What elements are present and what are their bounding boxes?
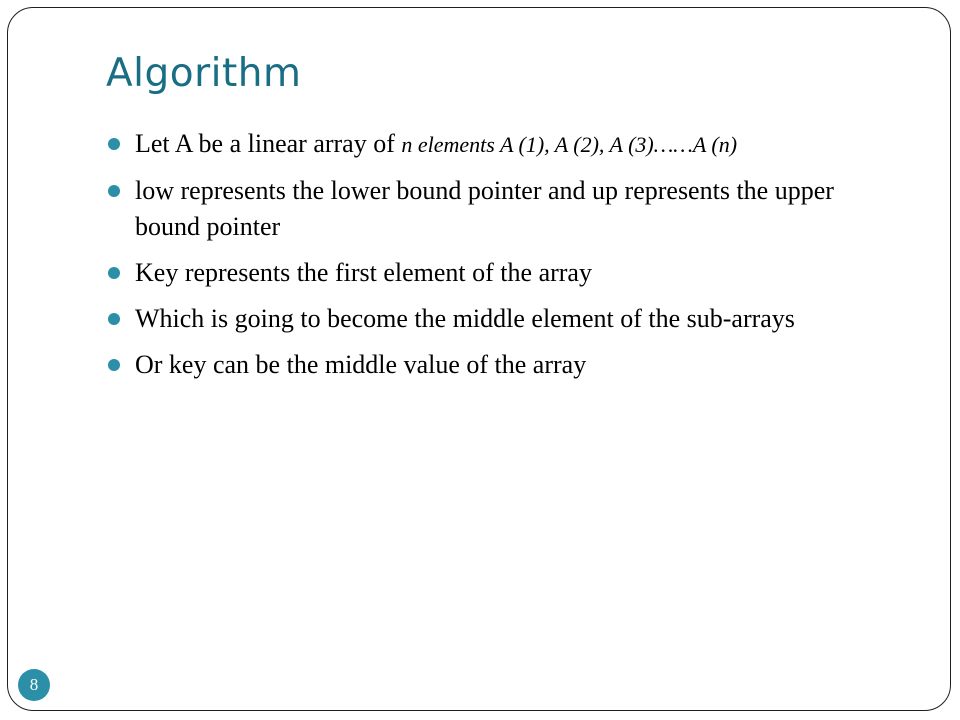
bullet-text: Which is going to become the middle element of the sub-arrays (135, 304, 795, 333)
page-number-badge: 8 (18, 669, 50, 701)
bullet-dot-icon (108, 313, 120, 325)
bullet-dot-icon (108, 138, 120, 150)
bullet-text: Or key can be the middle value of the array (135, 350, 587, 379)
bullet-dot-icon (108, 359, 120, 371)
bullet-text: Key represents the first element of the array (135, 258, 592, 287)
bullet-italic-text: n elements A (1), A (2), A (3)……A (n) (401, 132, 738, 157)
bullet-item-5 (106, 347, 886, 383)
bullet-text: Let A be a linear array of (135, 129, 402, 158)
bullet-item-2 (106, 173, 886, 245)
slide-title: Algorithm (106, 51, 302, 96)
bullet-item-3 (106, 255, 886, 291)
bullet-item-4 (106, 301, 886, 337)
bullet-text: low represents the lower bound pointer and up represents the upper bound pointer (135, 176, 834, 241)
bullet-item-1 (106, 126, 886, 163)
bullet-dot-icon (108, 267, 120, 279)
bullet-list (106, 126, 886, 393)
bullet-dot-icon (108, 185, 120, 197)
